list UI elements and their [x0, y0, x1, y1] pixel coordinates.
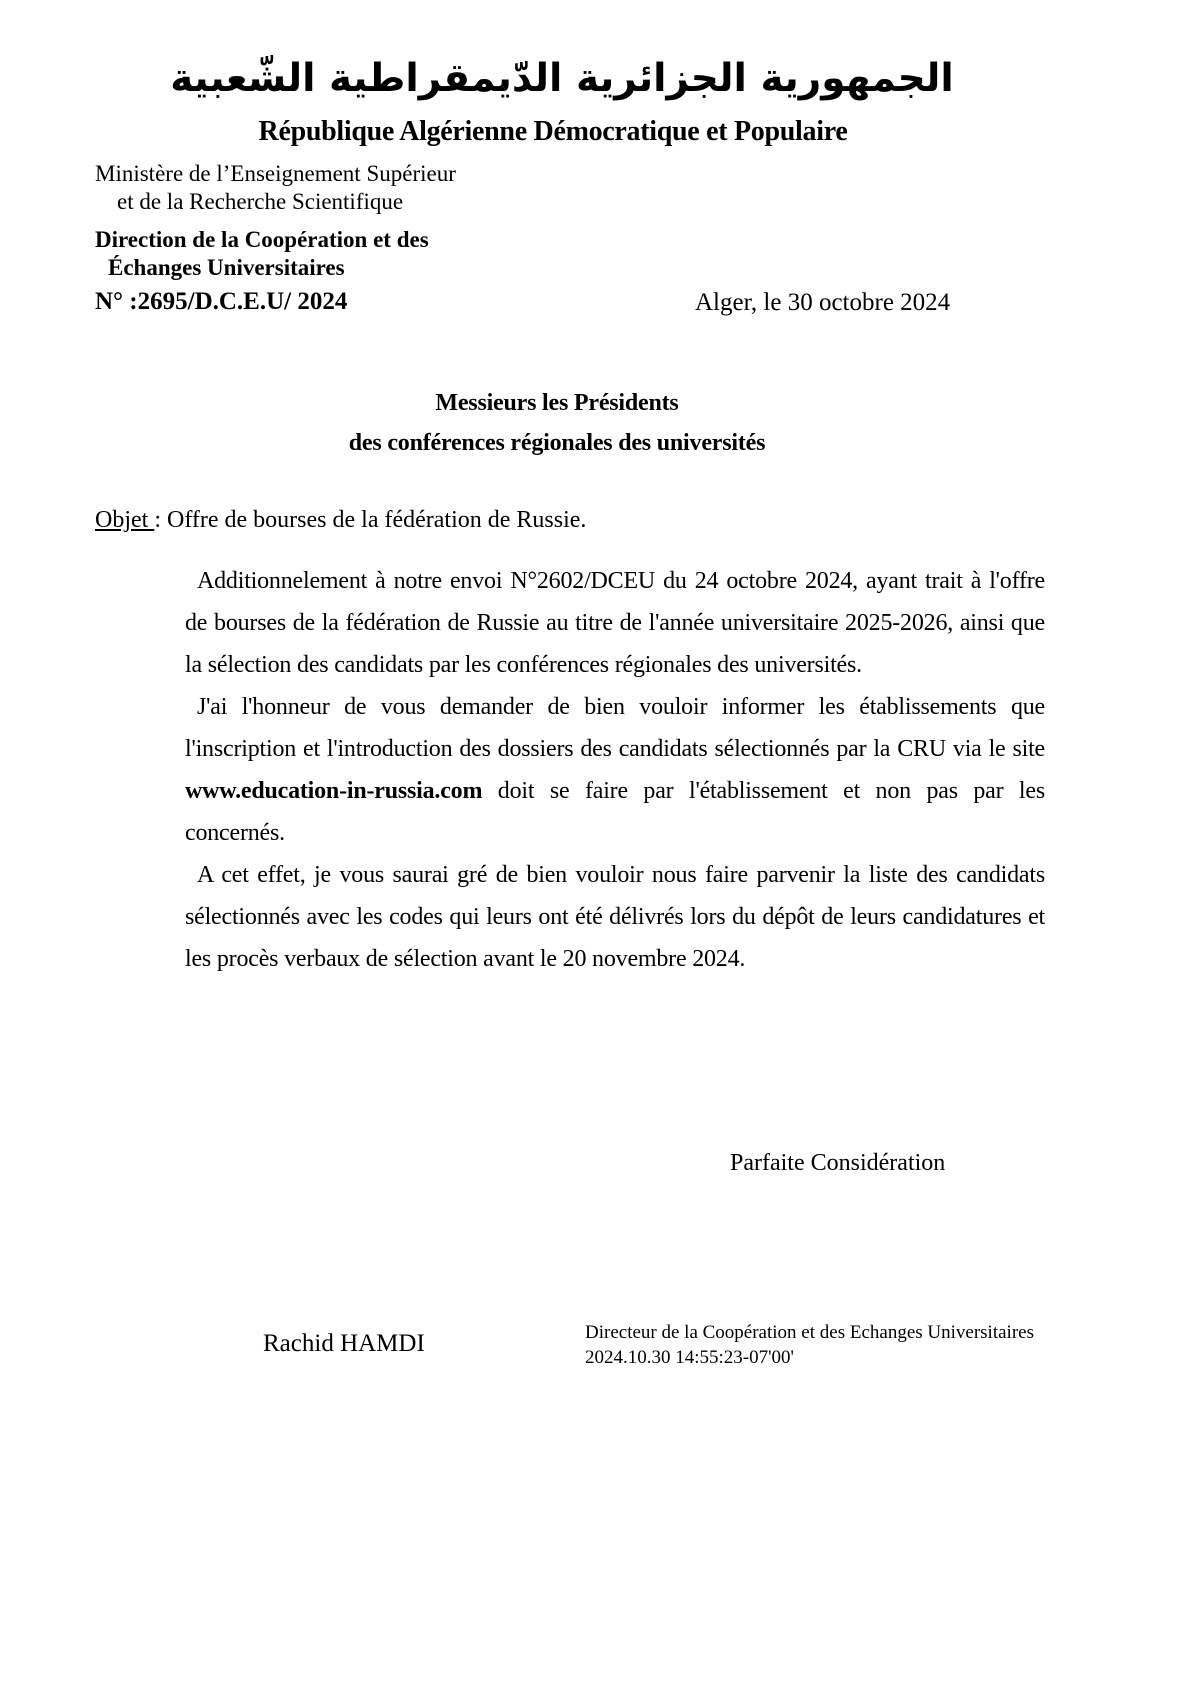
- closing-formula: Parfaite Considération: [730, 1150, 946, 1176]
- subject-line: [95, 507, 586, 534]
- direction-line-2: Échanges Universitaires: [108, 255, 345, 280]
- signatory-name: Rachid HAMDI: [263, 1330, 425, 1357]
- direction-block: [95, 226, 429, 282]
- addressee-block: [0, 383, 1114, 463]
- ministry-block: [95, 160, 456, 216]
- signature-timestamp: 2024.10.30 14:55:23-07'00': [585, 1347, 794, 1368]
- subject-label: Objet: [95, 507, 155, 533]
- subject-separator: :: [154, 507, 167, 533]
- paragraph-2: [185, 686, 1045, 854]
- addressee-line-1: Messieurs les Présidents: [435, 390, 679, 416]
- digital-signature-stamp: [585, 1320, 1034, 1370]
- ministry-line-1: Ministère de l’Enseignement Supérieur: [95, 161, 456, 186]
- addressee-line-2: des conférences régionales des universités: [348, 430, 766, 456]
- place-and-date: Alger, le 30 octobre 2024: [695, 289, 951, 316]
- ministry-line-2: et de la Recherche Scientifique: [117, 189, 404, 214]
- reference-number: N° :2695/D.C.E.U/ 2024: [95, 288, 348, 315]
- paragraph-2-before-url: J'ai l'honneur de vous demander de bien vouloir informer les établissements que l'inscription et l'introduction des dossiers des candidats sélectionnés par la CRU via le site: [185, 694, 1045, 762]
- signatory-title: Directeur de la Coopération et des Echanges Universitaires: [585, 1322, 1034, 1343]
- republic-title-arabic: الجمهورية الجزائرية الدّيمقراطية الشّعبية: [170, 56, 954, 101]
- paragraph-1: Additionnelement à notre envoi N°2602/DCEU du 24 octobre 2024, ayant trait à l'offre de bourses de la fédération de Russie au titre de l'année universitaire 2025-2026, ainsi que la sélection des candidats par les conférences régionales des universités.: [185, 568, 1045, 678]
- direction-line-1: Direction de la Coopération et des: [95, 227, 429, 252]
- paragraph-2-after-url: doit se faire par l'établissement et non pas par les concernés.: [185, 778, 1045, 846]
- education-in-russia-url: www.education-in-russia.com: [185, 778, 483, 804]
- republic-title-french: République Algérienne Démocratique et Populaire: [258, 116, 848, 147]
- letter-body: [185, 560, 1045, 980]
- subject-text: Offre de bourses de la fédération de Russie.: [167, 507, 587, 533]
- paragraph-3: A cet effet, je vous saurai gré de bien vouloir nous faire parvenir la liste des candidats sélectionnés avec les codes qui leurs ont été délivrés lors du dépôt de leurs candidatures et les procès verbaux de sélection avant le 20 novembre 2024.: [185, 862, 1045, 972]
